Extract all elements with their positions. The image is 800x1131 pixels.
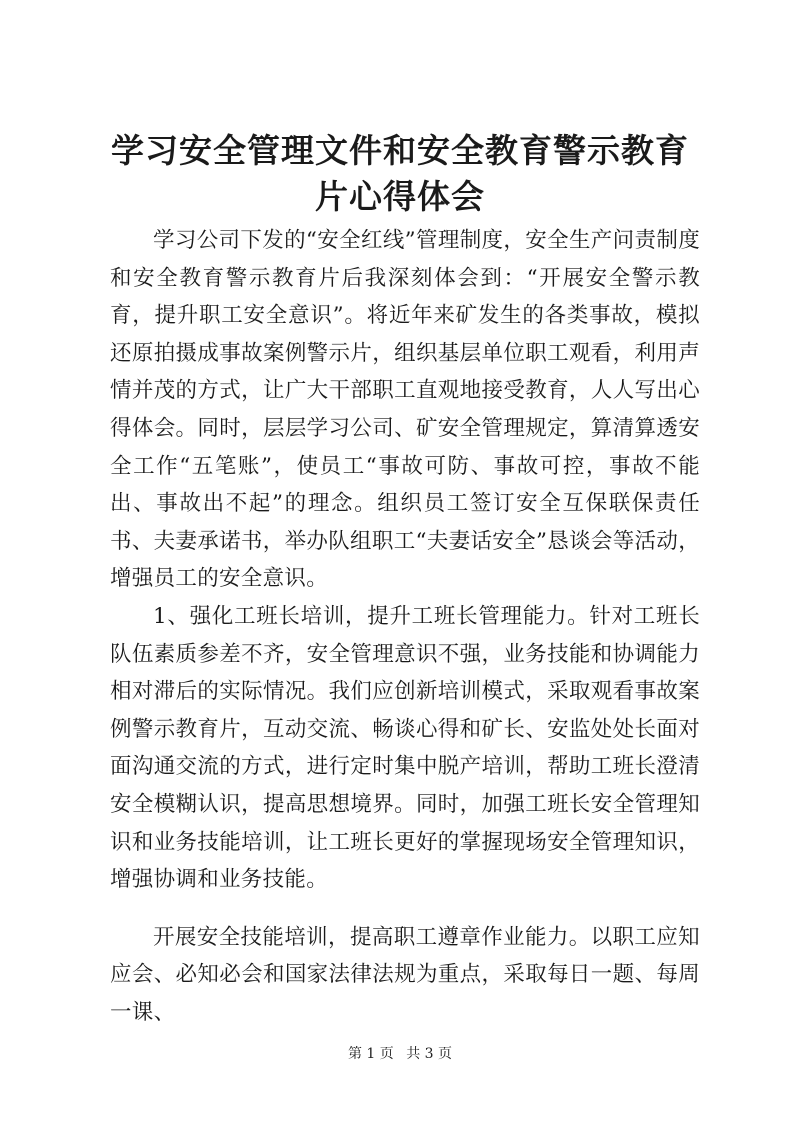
paragraph-intro: 学习公司下发的“安全红线”管理制度，安全生产问责制度和安全教育警示教育片后我深刻体会到：“开展安全警示教育，提升职工安全意识”。将近年来矿发生的各类事故，模拟还原拍摄成事故案例警示片，组织基层单位职工观看，利用声情并茂的方式，让广大干部职工直观地接受教育，人人写出心得体会。同时，层层学习公司、矿安全管理规定，算清算透安全工作“五笔账”，使员工“事故可防、事故可控，事故不能出、事故出不起”的理念。组织员工签订安全互保联保责任书、夫妻承诺书，举办队组职工“夫妻话安全”恳谈会等活动，增强员工的安全意识。 <box>110 228 700 592</box>
page-footer <box>0 1044 800 1064</box>
paragraph-team-leader-training: 1、强化工班长培训，提升工班长管理能力。针对工班长队伍素质参差不齐，安全管理意识不强，业务技能和协调能力相对滞后的实际情况。我们应创新培训模式，采取观看事故案例警示教育片，互动交流、畅谈心得和矿长、安监处处长面对面沟通交流的方式，进行定时集中脱产培训，帮助工班长澄清安全模糊认识，提高思想境界。同时，加强工班长安全管理知识和业务技能培训，让工班长更好的掌握现场安全管理知识，增强协调和业务技能。 <box>110 603 700 893</box>
paragraph-skills-training: 开展安全技能培训，提高职工遵章作业能力。以职工应知应会、必知必会和国家法律法规为重点，采取每日一题、每周一课、 <box>110 924 700 1025</box>
page-number: 第 1 页 <box>347 1046 394 1062</box>
document-title: 学习安全管理文件和安全教育警示教育片心得体会 <box>111 131 689 216</box>
page-total: 共 3 页 <box>406 1046 453 1062</box>
document-body <box>110 222 700 1031</box>
